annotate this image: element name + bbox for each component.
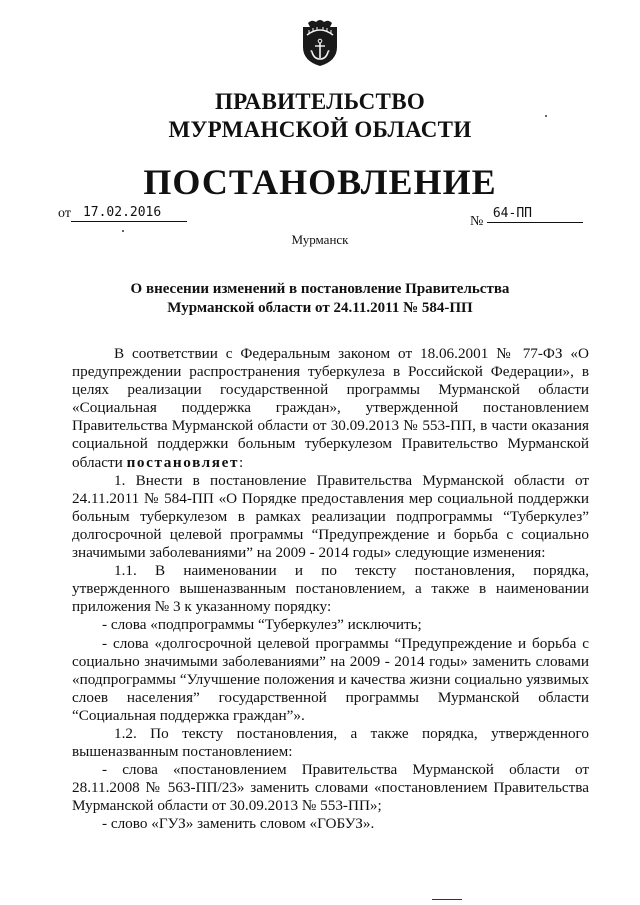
government-title-line2: МУРМАНСКОЙ ОБЛАСТИ xyxy=(168,117,472,142)
number-prefix: № xyxy=(470,214,484,229)
date-prefix: от xyxy=(58,206,71,221)
city-name: Мурманск xyxy=(291,232,349,247)
subject-line1: О внесении изменений в постановление Правительства xyxy=(130,281,510,297)
date-row xyxy=(58,204,187,222)
scan-speck xyxy=(122,230,124,232)
number-row xyxy=(470,206,583,231)
paragraph-1-1-b: - слова «долгосрочной целевой программы “Предупреждение и борьба с социально значимыми заболеваниями” на 2009 - 2014 годы» заменить словами «подпрограммы “Улучшение положения и качества жизни социально уязвимых слоев населения” государственной программы Мурманской области “Социальная поддержка граждан”». xyxy=(72,634,589,724)
paragraph-1-2: 1.2. По тексту постановления, а также порядка, утвержденного вышеназванным постановлением: xyxy=(72,724,589,761)
document-body xyxy=(72,345,589,834)
number-value: 64-ПП xyxy=(487,205,583,223)
document-type-title: ПОСТАНОВЛЕНИЕ xyxy=(143,162,497,202)
intro-text: В соответствии с Федеральным законом от 18.06.2001 № 77-ФЗ «О предупреждении распространения туберкулеза в Российской Федерации», в целях реализации государственной программы Мурманской области «Социальная поддержка граждан», утвержденной постановлением Правительства Мурманской области от 30.09.2013 № 553-ПП, в части оказания социальной поддержки больным туберкулезом Правительство Мурманской области xyxy=(72,345,589,471)
date-value: 17.02.2016 xyxy=(71,204,187,222)
paragraph-1-1: 1.1. В наименовании и по тексту постановления, порядка, утвержденного вышеназванным постановлением, а также в наименовании приложения № 3 к указанному порядку: xyxy=(72,562,589,616)
murmansk-coat-of-arms-icon xyxy=(300,17,340,67)
paragraph-1-1-a: - слова «подпрограммы “Туберкулез” исключить; xyxy=(102,616,422,634)
scan-speck xyxy=(432,899,462,900)
subject-line2: Мурманской области от 24.11.2011 № 584-ПП xyxy=(167,300,473,316)
intro-paragraph xyxy=(72,345,589,472)
scan-speck xyxy=(545,115,547,117)
intro-verb: постановляет xyxy=(126,453,240,471)
document-subject xyxy=(90,280,550,318)
intro-colon: : xyxy=(239,453,244,471)
coat-of-arms-emblem xyxy=(300,17,340,67)
paragraph-1-2-b: - слово «ГУЗ» заменить словом «ГОБУЗ». xyxy=(102,815,375,833)
paragraph-1-2-a: - слова «постановлением Правительства Мурманской области от 28.11.2008 № 563-ПП/23» заменить словами «постановлением Правительства Мурманской области от 30.09.2013 № 553-ПП»; xyxy=(72,761,589,815)
paragraph-1: 1. Внести в постановление Правительства Мурманской области от 24.11.2011 № 584-ПП «О Порядке предоставления мер социальной поддержки больным туберкулезом в рамках реализации подпрограммы “Туберкулез” долгосрочной целевой программы “Предупреждение и борьба с социально значимыми заболеваниями” на 2009 - 2014 годы» следующие изменения: xyxy=(72,471,589,562)
government-title-line1: ПРАВИТЕЛЬСТВО xyxy=(214,89,426,114)
